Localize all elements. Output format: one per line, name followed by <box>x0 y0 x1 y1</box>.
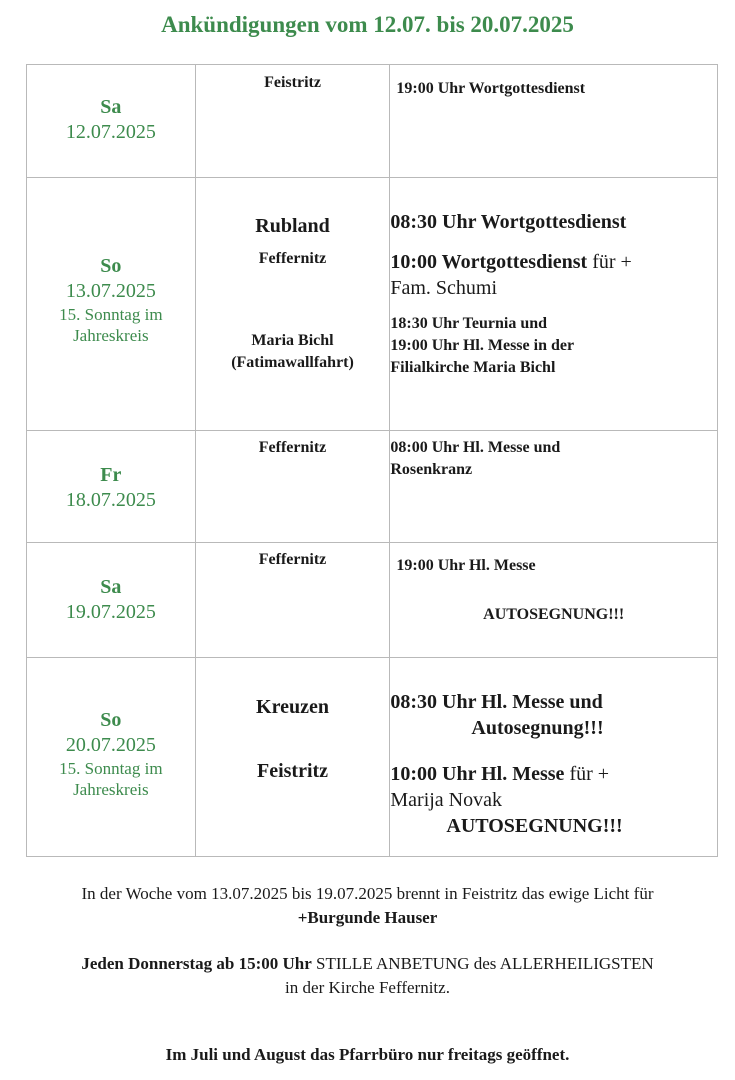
event-text: 18:30 Uhr Teurnia und <box>390 315 548 332</box>
event-cell <box>390 65 718 178</box>
day-note: Jahreskreis <box>73 780 149 799</box>
adoration-location: in der Kirche Feffernitz. <box>285 978 450 997</box>
event-detail: für + <box>564 763 610 785</box>
event-text: 19:00 Uhr Wortgottesdienst <box>396 80 586 97</box>
event-text: Filialkirche Maria Bichl <box>390 359 556 376</box>
day-note: 15. Sonntag im <box>59 759 163 778</box>
day-cell <box>27 543 196 658</box>
event-cell <box>390 658 718 857</box>
place-name: (Fatimawallfahrt) <box>231 354 354 371</box>
day-cell <box>27 658 196 857</box>
table-row <box>27 658 718 857</box>
event-text: Marija Novak <box>390 789 503 811</box>
place-cell <box>195 658 390 857</box>
event-time: 10:00 Wortgottesdienst <box>390 251 588 273</box>
adoration-time: Jeden Donnerstag ab 15:00 Uhr <box>81 954 312 973</box>
day-name: Sa <box>100 96 122 118</box>
place-name: Feffernitz <box>258 250 327 267</box>
event-detail: für + <box>587 251 632 273</box>
schedule-table <box>26 64 718 857</box>
place-name: Feffernitz <box>258 439 327 456</box>
event-text: 19:00 Uhr Hl. Messe <box>396 557 536 574</box>
place-cell <box>195 65 390 178</box>
eternal-light-line: In der Woche vom 13.07.2025 bis 19.07.2025 brennt in Feistritz das ewige Licht für <box>81 884 654 903</box>
place-name: Maria Bichl <box>251 332 334 349</box>
eternal-light-name: +Burgunde Hauser <box>297 908 438 927</box>
page-title: Ankündigungen vom 12.07. bis 20.07.2025 <box>161 12 574 37</box>
event-text: Autosegnung!!! <box>471 717 604 739</box>
day-date: 18.07.2025 <box>65 489 156 511</box>
event-time: 10:00 Uhr Hl. Messe <box>390 763 565 785</box>
place-name: Kreuzen <box>256 696 329 718</box>
table-row <box>27 431 718 543</box>
office-hours-notice: Im Juli und August das Pfarrbüro nur freitags geöffnet. <box>165 1045 570 1064</box>
place-cell <box>195 543 390 658</box>
day-name: So <box>100 255 122 277</box>
day-date: 19.07.2025 <box>65 601 156 623</box>
day-cell <box>27 178 196 431</box>
adoration-line <box>0 952 735 976</box>
event-text: 19:00 Uhr Hl. Messe in der <box>390 337 575 354</box>
day-name: So <box>100 709 122 731</box>
event-cell <box>390 543 718 658</box>
table-row <box>27 178 718 431</box>
event-text <box>390 761 717 787</box>
event-highlight: AUTOSEGNUNG!!! <box>483 606 625 623</box>
place-cell <box>195 178 390 431</box>
event-text <box>390 249 717 275</box>
day-note: 15. Sonntag im <box>59 305 163 324</box>
day-note: Jahreskreis <box>73 326 149 345</box>
place-cell <box>195 431 390 543</box>
event-cell <box>390 178 718 431</box>
place-name: Feistritz <box>256 760 329 782</box>
day-name: Sa <box>100 576 122 598</box>
event-text: 08:30 Uhr Wortgottesdienst <box>390 211 627 233</box>
day-date: 20.07.2025 <box>65 734 156 756</box>
day-name: Fr <box>100 464 122 486</box>
place-name: Rubland <box>255 215 330 237</box>
event-cell <box>390 431 718 543</box>
place-name: Feistritz <box>264 74 321 91</box>
event-text: Fam. Schumi <box>390 277 498 299</box>
event-text: 08:30 Uhr Hl. Messe und <box>390 691 603 713</box>
event-highlight: AUTOSEGNUNG!!! <box>446 815 623 837</box>
day-date: 13.07.2025 <box>65 280 156 302</box>
table-row <box>27 543 718 658</box>
event-text: Rosenkranz <box>390 461 473 478</box>
table-row <box>27 65 718 178</box>
day-date: 12.07.2025 <box>65 121 156 143</box>
event-text: 08:00 Uhr Hl. Messe und <box>390 439 561 456</box>
day-cell <box>27 431 196 543</box>
adoration-text: STILLE ANBETUNG des ALLERHEILIGSTEN <box>311 954 654 973</box>
day-cell <box>27 65 196 178</box>
place-name: Feffernitz <box>258 551 327 568</box>
